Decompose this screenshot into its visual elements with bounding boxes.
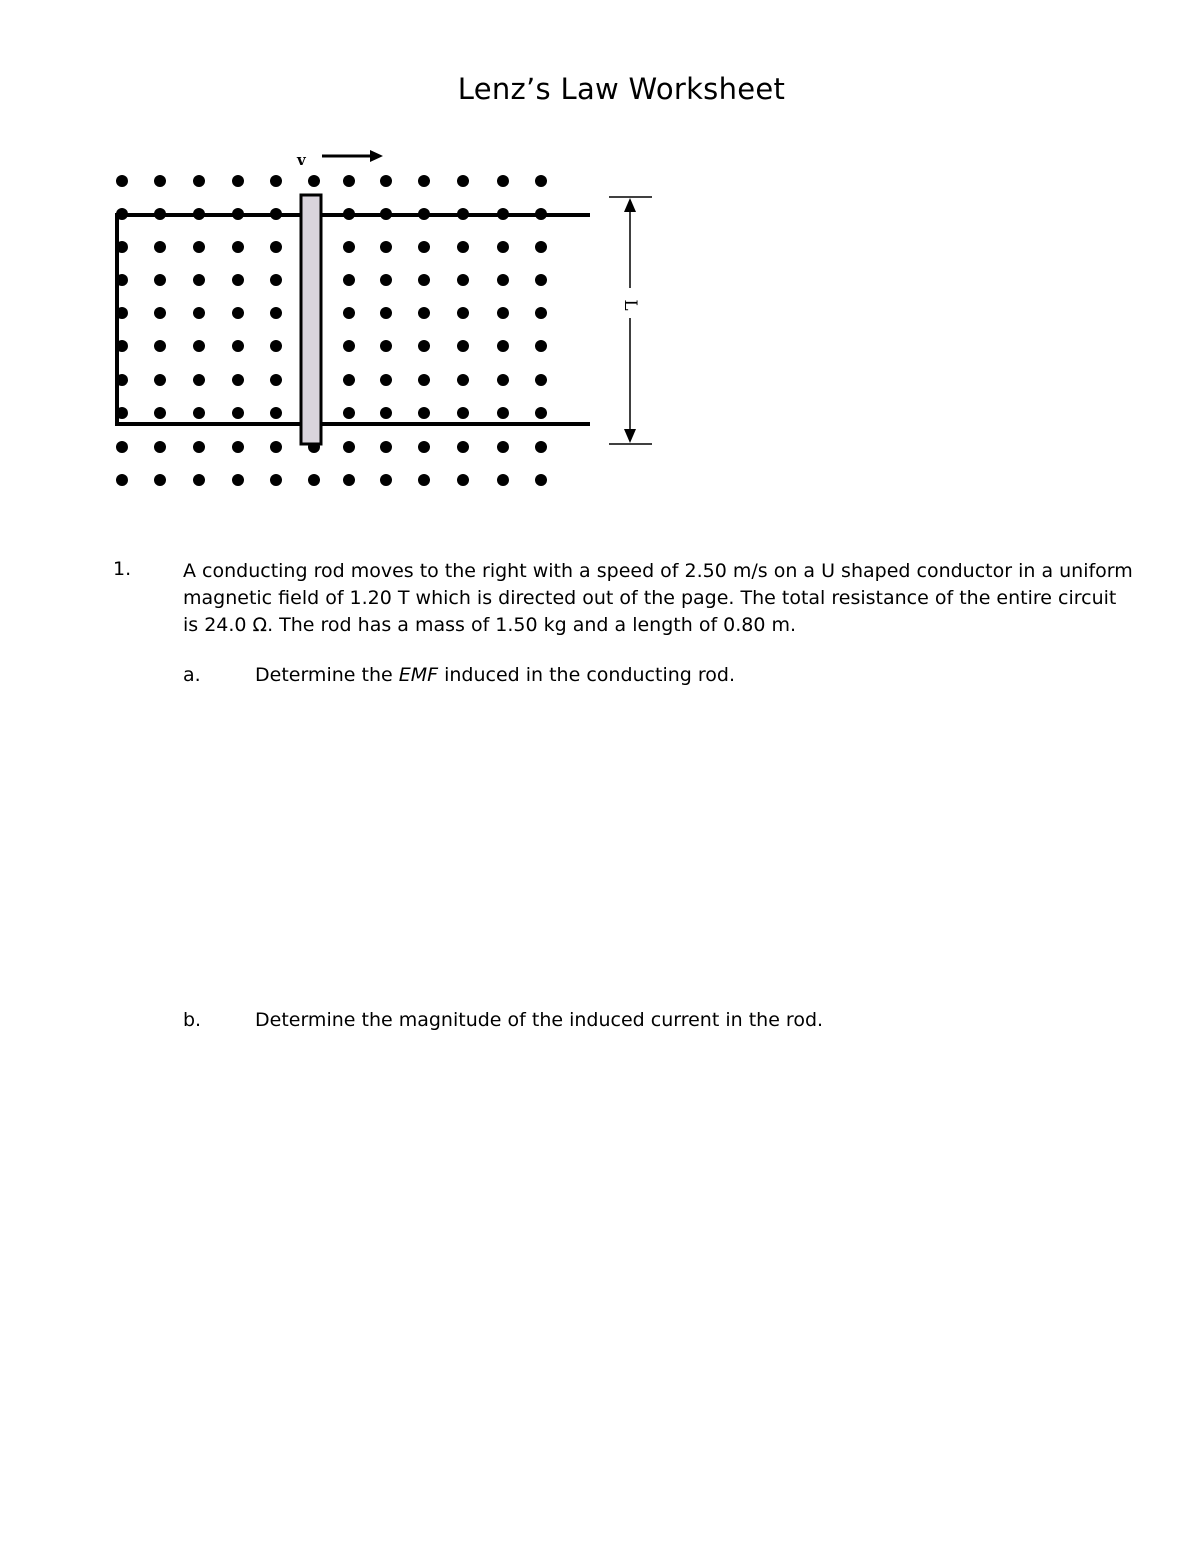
field-dot (232, 407, 244, 419)
field-dot (457, 307, 469, 319)
field-dot (343, 374, 355, 386)
field-dot (308, 175, 320, 187)
field-dot (193, 307, 205, 319)
field-dot (193, 175, 205, 187)
field-dot (154, 241, 166, 253)
field-dot (380, 407, 392, 419)
field-dot (193, 474, 205, 486)
field-dot (535, 407, 547, 419)
field-dot (457, 241, 469, 253)
field-dot (457, 474, 469, 486)
field-dot (497, 340, 509, 352)
field-dot (343, 474, 355, 486)
part-a (183, 664, 735, 686)
field-dot (343, 340, 355, 352)
part-b-label: b. (183, 1009, 202, 1031)
field-dot (232, 474, 244, 486)
field-dot (193, 374, 205, 386)
field-dot (380, 474, 392, 486)
field-dot (193, 241, 205, 253)
field-dot (232, 307, 244, 319)
lenz-law-diagram (105, 140, 665, 500)
field-dot (418, 407, 430, 419)
field-dot (418, 441, 430, 453)
field-dot (116, 474, 128, 486)
field-dot (193, 274, 205, 286)
field-dot (154, 407, 166, 419)
field-dot (497, 441, 509, 453)
dimension-arrow-down (624, 429, 636, 443)
field-dot (535, 374, 547, 386)
field-dot (535, 307, 547, 319)
field-dot (380, 307, 392, 319)
field-dot (308, 474, 320, 486)
field-dot (535, 175, 547, 187)
field-dot (457, 175, 469, 187)
part-a-emf-term: EMF (398, 664, 439, 686)
field-dot (193, 407, 205, 419)
field-dot (418, 474, 430, 486)
field-dot (193, 340, 205, 352)
field-dot (380, 340, 392, 352)
field-dot (270, 474, 282, 486)
question-number: 1. (113, 558, 132, 580)
field-dot (535, 474, 547, 486)
field-dot (497, 474, 509, 486)
field-dot (418, 241, 430, 253)
part-a-label: a. (183, 664, 201, 686)
field-dot (343, 441, 355, 453)
field-dot (497, 407, 509, 419)
field-dot (232, 175, 244, 187)
field-dot (497, 274, 509, 286)
field-dot (343, 407, 355, 419)
field-dot (343, 175, 355, 187)
field-dot (270, 274, 282, 286)
field-dot (380, 241, 392, 253)
dimension-arrow-up (624, 198, 636, 212)
field-dot (270, 175, 282, 187)
part-b (183, 1009, 823, 1031)
field-dot (116, 175, 128, 187)
velocity-label: v (297, 151, 306, 169)
field-dot (232, 241, 244, 253)
field-dot (418, 175, 430, 187)
part-a-text (255, 664, 735, 686)
field-dot (418, 374, 430, 386)
field-dot (116, 441, 128, 453)
field-dot (154, 441, 166, 453)
field-dot (497, 374, 509, 386)
field-dot (193, 441, 205, 453)
field-dot (380, 175, 392, 187)
field-dot (418, 307, 430, 319)
field-dot (535, 340, 547, 352)
field-dot (154, 307, 166, 319)
part-a-text-end: induced in the conducting rod. (438, 664, 735, 686)
field-dot (270, 441, 282, 453)
field-dot (380, 441, 392, 453)
field-dot (380, 274, 392, 286)
field-dot (457, 407, 469, 419)
field-dot (270, 374, 282, 386)
field-dot (497, 307, 509, 319)
field-dot (343, 274, 355, 286)
part-a-text-start: Determine the (255, 664, 399, 686)
field-dot (154, 274, 166, 286)
field-dot (270, 407, 282, 419)
field-dot (154, 474, 166, 486)
field-dot (535, 441, 547, 453)
field-dot (154, 175, 166, 187)
field-dot (232, 340, 244, 352)
field-dot (270, 241, 282, 253)
field-dot (535, 274, 547, 286)
field-dot (457, 274, 469, 286)
field-dot (497, 241, 509, 253)
field-dot (418, 340, 430, 352)
field-dot (154, 340, 166, 352)
field-dot (497, 175, 509, 187)
field-dot (457, 340, 469, 352)
field-dot (154, 374, 166, 386)
field-dot (270, 307, 282, 319)
field-dot (380, 374, 392, 386)
field-dot (535, 241, 547, 253)
length-label: L (620, 299, 640, 311)
field-dot (418, 274, 430, 286)
part-b-text: Determine the magnitude of the induced current in the rod. (255, 1009, 824, 1031)
field-dot (457, 441, 469, 453)
page-title: Lenz’s Law Worksheet (457, 72, 786, 106)
conducting-rod (301, 195, 321, 444)
field-dot (232, 374, 244, 386)
field-dot (232, 441, 244, 453)
question-text: A conducting rod moves to the right with a speed of 2.50 m/s on a U shaped conductor in a uniform magnetic field of 1.20 T which is directed out of the page. The total resistance of the entire circuit is 24.0 Ω. The rod has a mass of 1.50 kg and a length of 0.80 m. (183, 560, 1133, 636)
magnetic-field-dots (116, 175, 547, 486)
field-dot (343, 307, 355, 319)
field-dot (343, 241, 355, 253)
field-dot (270, 340, 282, 352)
field-dot (457, 374, 469, 386)
field-dot (232, 274, 244, 286)
velocity-arrow-head (370, 150, 383, 162)
